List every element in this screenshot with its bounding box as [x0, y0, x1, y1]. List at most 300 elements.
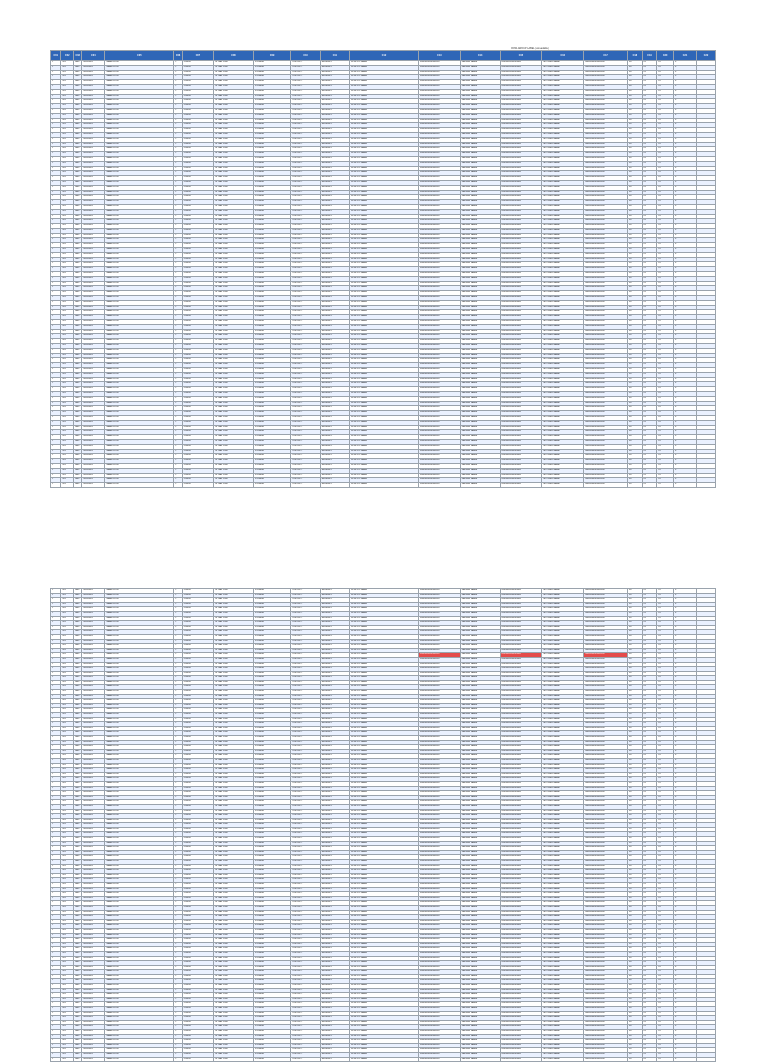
table-cell: NAME ROW [105, 459, 174, 464]
table-cell: MOTHER NAME [542, 200, 584, 205]
table-cell: 01 [657, 156, 674, 161]
table-cell: 001 [61, 219, 74, 224]
table-cell: L [174, 901, 182, 906]
table-cell: NAME ROW [105, 639, 174, 644]
table-cell: 01 [657, 214, 674, 219]
table-cell: FATHER NAME [460, 65, 500, 70]
table-cell: DISTRICT [291, 396, 320, 401]
table-cell: 0 [674, 717, 697, 722]
table-cell: SCHOOL NAME [349, 118, 418, 123]
table-cell: 01 [657, 329, 674, 334]
table-cell: MOTHER NAME [542, 137, 584, 142]
table-cell: 1 [51, 401, 61, 406]
table-cell: VILLAGE [253, 1007, 291, 1012]
table-cell: 0000000000000000 [418, 965, 460, 970]
table-cell: 0000000000000000 [418, 104, 460, 109]
table-cell: 01 [657, 224, 674, 229]
table-cell: 01 JAN 2000 [214, 171, 254, 176]
table-cell: 0000000000000000 [500, 749, 542, 754]
table-cell: REGENCY [320, 722, 349, 727]
table-cell: PAD [74, 171, 82, 176]
table-cell: 01 [642, 593, 657, 598]
table-cell: 0000000000000000 [584, 104, 628, 109]
table-cell: SCHOOL NAME [349, 430, 418, 435]
table-cell: 0000000000000000 [584, 353, 628, 358]
table-cell: 01 JAN 2000 [214, 1030, 254, 1035]
table-cell: 0000000000000000 [584, 878, 628, 883]
table-cell: PAD [74, 648, 82, 653]
table-cell: 00 [628, 377, 643, 382]
table-cell: 0000000000000000 [500, 176, 542, 181]
table-cell: 001 [61, 694, 74, 699]
table-cell: 0000000000000000 [418, 99, 460, 104]
table-cell: SCHOOL NAME [349, 772, 418, 777]
table-cell: 01 [657, 777, 674, 782]
table-cell: 0 [674, 754, 697, 759]
table-cell: 0000000000000000 [584, 671, 628, 676]
table-cell: REGENCY [320, 372, 349, 377]
table-cell: PLACE [182, 1039, 213, 1044]
table-cell: 01 JAN 2000 [214, 396, 254, 401]
table-cell: MOTHER NAME [542, 997, 584, 1002]
table-cell: REGENCY [320, 648, 349, 653]
table-cell: MOTHER NAME [542, 1030, 584, 1035]
table-cell: 01 JAN 2000 [214, 639, 254, 644]
table-cell: 1 [51, 329, 61, 334]
table-cell: 00 [628, 827, 643, 832]
table-cell: 01 [642, 694, 657, 699]
table-cell: 1 [51, 910, 61, 915]
table-cell: 1 [51, 411, 61, 416]
table-cell: FATHER NAME [460, 910, 500, 915]
table-cell: L [174, 749, 182, 754]
table-cell: 0000000000000000 [584, 75, 628, 80]
table-cell: FATHER NAME [460, 363, 500, 368]
table-cell: 01 [642, 823, 657, 828]
table-cell: SCHOOL NAME [349, 286, 418, 291]
table-cell: VILLAGE [253, 296, 291, 301]
table-cell: 0000000000000000 [500, 166, 542, 171]
table-cell: 0 [674, 804, 697, 809]
table-cell: 0000000000000000 [500, 104, 542, 109]
table-cell: MOTHER NAME [542, 690, 584, 695]
table-cell: DISTRICT [291, 147, 320, 152]
table-cell: 001 [61, 855, 74, 860]
table-cell: 01 [657, 791, 674, 796]
table-cell: SCHOOL NAME [349, 680, 418, 685]
table-cell: REGENCY [320, 142, 349, 147]
table-cell: 00000001 [82, 1007, 105, 1012]
table-cell: 0000000000000000 [500, 161, 542, 166]
table-cell: 0 [674, 676, 697, 681]
table-cell: 01 [657, 602, 674, 607]
table-cell: L [174, 363, 182, 368]
table-cell: 1 [51, 841, 61, 846]
table-cell: 001 [61, 860, 74, 865]
table-cell: FATHER NAME [460, 749, 500, 754]
table-cell: REGENCY [320, 699, 349, 704]
table-cell: 00 [628, 435, 643, 440]
table-cell: 00 [628, 634, 643, 639]
table-cell: REGENCY [320, 483, 349, 488]
table-cell: 0000000000000000 [500, 699, 542, 704]
table-cell: 0000000000000000 [500, 598, 542, 603]
table-cell: 0000000000000000 [500, 152, 542, 157]
table-cell: 01 [657, 832, 674, 837]
table-cell: FATHER NAME [460, 147, 500, 152]
table-cell: L [174, 286, 182, 291]
table-cell: 00000001 [82, 887, 105, 892]
table-cell: PLACE [182, 99, 213, 104]
table-cell: PAD [74, 276, 82, 281]
table-cell: 0 [674, 850, 697, 855]
table-cell: VILLAGE [253, 878, 291, 883]
table-cell: 1 [51, 905, 61, 910]
table-cell: DISTRICT [291, 634, 320, 639]
table-cell: FATHER NAME [460, 777, 500, 782]
table-cell: L [174, 61, 182, 66]
table-cell: SCHOOL NAME [349, 740, 418, 745]
table-cell: SCHOOL NAME [349, 648, 418, 653]
table-cell: PAD [74, 444, 82, 449]
table-cell: DISTRICT [291, 305, 320, 310]
table-cell: MOTHER NAME [542, 928, 584, 933]
table-cell: SCHOOL NAME [349, 142, 418, 147]
table-cell: L [174, 630, 182, 635]
table-cell: NAME ROW [105, 625, 174, 630]
table-cell: 0000000000000000 [584, 860, 628, 865]
table-cell: 1 [51, 699, 61, 704]
table-cell: 0 [674, 435, 697, 440]
table-cell: 0000000000000000 [418, 593, 460, 598]
table-cell: 0000000000000000 [418, 671, 460, 676]
table-cell: MOTHER NAME [542, 993, 584, 998]
table-cell: VILLAGE [253, 396, 291, 401]
table-cell: SCHOOL NAME [349, 411, 418, 416]
table-cell: 001 [61, 841, 74, 846]
table-cell: VILLAGE [253, 864, 291, 869]
table-cell: 1 [51, 956, 61, 961]
table-cell: 0000000000000000 [584, 837, 628, 842]
table-cell: 0 [674, 214, 697, 219]
table-cell: 0000000000000000 [500, 137, 542, 142]
table-cell: MOTHER NAME [542, 850, 584, 855]
table-cell: PLACE [182, 910, 213, 915]
table-cell: NAME ROW [105, 694, 174, 699]
table-cell: SCHOOL NAME [349, 722, 418, 727]
table-cell: MOTHER NAME [542, 653, 584, 658]
table-cell: 00 [628, 219, 643, 224]
table-cell: 00 [628, 988, 643, 993]
table-cell: 01 [657, 84, 674, 89]
table-cell: 00 [628, 905, 643, 910]
table-cell: 001 [61, 61, 74, 66]
table-cell: REGENCY [320, 252, 349, 257]
table-cell: FATHER NAME [460, 171, 500, 176]
table-cell: 0000000000000000 [418, 262, 460, 267]
table-cell: 0 [674, 589, 697, 594]
table-cell: 0000000000000000 [500, 1016, 542, 1021]
table-cell: FATHER NAME [460, 892, 500, 897]
table-cell: PLACE [182, 708, 213, 713]
table-cell: DISTRICT [291, 401, 320, 406]
table-cell: 0000000000000000 [584, 478, 628, 483]
table-cell: DISTRICT [291, 781, 320, 786]
table-cell: 00000001 [82, 224, 105, 229]
table-cell: 0000000000000000 [418, 823, 460, 828]
table-cell: DISTRICT [291, 219, 320, 224]
table-cell: REGENCY [320, 1002, 349, 1007]
table-cell: PAD [74, 339, 82, 344]
table-cell: PAD [74, 644, 82, 649]
table-cell: 01 JAN 2000 [214, 61, 254, 66]
table-cell: 00 [628, 662, 643, 667]
table-cell: 0000000000000000 [584, 108, 628, 113]
table-cell: 1 [51, 123, 61, 128]
table-cell: 00000001 [82, 717, 105, 722]
table-cell: 01 [642, 348, 657, 353]
table-cell: 01 [657, 1007, 674, 1012]
table-cell: PAD [74, 781, 82, 786]
table-cell: PAD [74, 809, 82, 814]
table-cell: FATHER NAME [460, 611, 500, 616]
table-cell: 01 [642, 722, 657, 727]
table-cell: PLACE [182, 901, 213, 906]
table-cell: SCHOOL NAME [349, 951, 418, 956]
table-cell: 01 JAN 2000 [214, 745, 254, 750]
table [50, 50, 716, 488]
table-cell: 0000000000000000 [500, 667, 542, 672]
table-cell: 0000000000000000 [418, 214, 460, 219]
table-cell: 001 [61, 680, 74, 685]
table-cell: SCHOOL NAME [349, 630, 418, 635]
table-cell: 0000000000000000 [418, 846, 460, 851]
table-cell: FATHER NAME [460, 463, 500, 468]
table-cell: 0000000000000000 [500, 970, 542, 975]
table-cell: 001 [61, 473, 74, 478]
table-cell: 1 [51, 589, 61, 594]
table-cell: MOTHER NAME [542, 454, 584, 459]
table-cell: L [174, 841, 182, 846]
table-cell: 0000000000000000 [500, 391, 542, 396]
table-cell: NAME ROW [105, 873, 174, 878]
table-cell: MOTHER NAME [542, 128, 584, 133]
table-cell: VILLAGE [253, 156, 291, 161]
table-cell: L [174, 690, 182, 695]
table-cell: PLACE [182, 611, 213, 616]
table-cell: 01 JAN 2000 [214, 832, 254, 837]
table-cell: 1 [51, 243, 61, 248]
table-cell: PAD [74, 483, 82, 488]
table-cell: 00 [628, 387, 643, 392]
table-cell: 01 JAN 2000 [214, 137, 254, 142]
table-cell: 00 [628, 648, 643, 653]
table-cell: PAD [74, 846, 82, 851]
table-cell: 01 [642, 94, 657, 99]
table-cell: 00 [628, 281, 643, 286]
table-cell: 001 [61, 463, 74, 468]
table-cell: 00000001 [82, 339, 105, 344]
table-cell: 00000001 [82, 171, 105, 176]
table-cell: 0000000000000000 [584, 281, 628, 286]
table-cell: PAD [74, 286, 82, 291]
table-cell: PAD [74, 924, 82, 929]
table-cell: 0000000000000000 [500, 1034, 542, 1039]
table-cell: 0000000000000000 [500, 777, 542, 782]
table-cell: FATHER NAME [460, 823, 500, 828]
table-cell: 001 [61, 745, 74, 750]
table-cell: SCHOOL NAME [349, 905, 418, 910]
table-cell: PAD [74, 616, 82, 621]
table-cell: MOTHER NAME [542, 190, 584, 195]
table-cell: 01 JAN 2000 [214, 690, 254, 695]
table-cell: 01 [642, 238, 657, 243]
table-cell: 0000000000000000 [584, 329, 628, 334]
table-cell: FATHER NAME [460, 841, 500, 846]
table-cell: 01 [657, 951, 674, 956]
table-cell: FATHER NAME [460, 368, 500, 373]
table-cell: 00 [628, 777, 643, 782]
table-cell: 01 [642, 988, 657, 993]
table-cell: 001 [61, 616, 74, 621]
table-cell: REGENCY [320, 387, 349, 392]
table-cell: SCHOOL NAME [349, 344, 418, 349]
table-cell: FATHER NAME [460, 468, 500, 473]
table-cell: FATHER NAME [460, 1007, 500, 1012]
table-cell: 0 [674, 993, 697, 998]
table-cell: PAD [74, 740, 82, 745]
table-cell: 0000000000000000 [418, 80, 460, 85]
table-cell: MOTHER NAME [542, 252, 584, 257]
table-cell: SCHOOL NAME [349, 334, 418, 339]
table-cell: VILLAGE [253, 161, 291, 166]
table-cell: 00 [628, 439, 643, 444]
table-cell: 0000000000000000 [584, 648, 628, 653]
table-cell: DISTRICT [291, 965, 320, 970]
table-cell: NAME ROW [105, 296, 174, 301]
table-cell: NAME ROW [105, 329, 174, 334]
table-cell: 0 [674, 1039, 697, 1044]
table-cell: L [174, 238, 182, 243]
table-cell: REGENCY [320, 104, 349, 109]
table-cell: 01 [642, 339, 657, 344]
table-cell: VILLAGE [253, 786, 291, 791]
table-cell: 0 [674, 286, 697, 291]
table-cell: 1 [51, 368, 61, 373]
table-cell: L [174, 123, 182, 128]
table-cell: NAME ROW [105, 396, 174, 401]
table-cell: REGENCY [320, 272, 349, 277]
table-cell: 0000000000000000 [584, 152, 628, 157]
table-cell: 0000000000000000 [418, 974, 460, 979]
table-cell: PAD [74, 228, 82, 233]
table-cell: DISTRICT [291, 648, 320, 653]
table-cell: 0000000000000000 [418, 180, 460, 185]
table-cell: 0000000000000000 [418, 818, 460, 823]
table-cell: SCHOOL NAME [349, 1057, 418, 1062]
table-cell: 01 JAN 2000 [214, 814, 254, 819]
table-cell: 001 [61, 827, 74, 832]
table-cell: SCHOOL NAME [349, 329, 418, 334]
table-cell: 01 JAN 2000 [214, 411, 254, 416]
table-cell: FATHER NAME [460, 694, 500, 699]
table-cell: 0000000000000000 [500, 65, 542, 70]
table-cell: SCHOOL NAME [349, 988, 418, 993]
table-cell: 1 [51, 809, 61, 814]
table-cell: PAD [74, 726, 82, 731]
table-cell: 01 [642, 176, 657, 181]
table-cell: PAD [74, 320, 82, 325]
table-cell: 01 [642, 243, 657, 248]
table-cell: L [174, 324, 182, 329]
table-cell: PAD [74, 772, 82, 777]
table-cell: VILLAGE [253, 468, 291, 473]
table-cell: 01 JAN 2000 [214, 657, 254, 662]
table-cell: 001 [61, 118, 74, 123]
table-cell: REGENCY [320, 671, 349, 676]
table-cell: L [174, 800, 182, 805]
table-cell: 0 [674, 740, 697, 745]
table-cell: 1 [51, 653, 61, 658]
table-cell: 01 JAN 2000 [214, 272, 254, 277]
table-cell: 0000000000000000 [584, 625, 628, 630]
table-cell: 0 [674, 777, 697, 782]
table-cell: NAME ROW [105, 204, 174, 209]
table-cell: DISTRICT [291, 372, 320, 377]
table-cell: SCHOOL NAME [349, 791, 418, 796]
table-cell: 0000000000000000 [584, 396, 628, 401]
table-cell: FATHER NAME [460, 745, 500, 750]
table-cell: 1 [51, 478, 61, 483]
table-cell: 01 [642, 137, 657, 142]
table-cell: L [174, 837, 182, 842]
table-cell: L [174, 224, 182, 229]
table-cell: 0000000000000000 [584, 988, 628, 993]
table-cell: 01 [657, 855, 674, 860]
col-header: C21 [674, 51, 697, 61]
table-cell: VILLAGE [253, 933, 291, 938]
table-cell: VILLAGE [253, 708, 291, 713]
table-cell: NAME ROW [105, 228, 174, 233]
table-cell: FATHER NAME [460, 970, 500, 975]
table-cell: 01 [657, 99, 674, 104]
table-cell: VILLAGE [253, 763, 291, 768]
table-cell: REGENCY [320, 905, 349, 910]
table-cell: 001 [61, 363, 74, 368]
table-cell: 00000001 [82, 979, 105, 984]
table-cell: 0000000000000000 [418, 878, 460, 883]
table-cell: 001 [61, 919, 74, 924]
table-cell: 01 JAN 2000 [214, 267, 254, 272]
table-cell: 01 JAN 2000 [214, 1020, 254, 1025]
table-cell: 0000000000000000 [584, 694, 628, 699]
table-cell: 0000000000000000 [584, 809, 628, 814]
table-cell: FATHER NAME [460, 763, 500, 768]
table-cell: 00000001 [82, 602, 105, 607]
table-cell: 0000000000000000 [584, 439, 628, 444]
table-cell: 01 [657, 846, 674, 851]
table-cell: 01 [642, 214, 657, 219]
table-cell: L [174, 892, 182, 897]
table-cell: VILLAGE [253, 961, 291, 966]
table-cell: DISTRICT [291, 123, 320, 128]
table-cell: SCHOOL NAME [349, 1020, 418, 1025]
table-cell: 0 [674, 869, 697, 874]
table-cell: 01 [657, 726, 674, 731]
table-cell: 0000000000000000 [500, 860, 542, 865]
table-cell: PLACE [182, 286, 213, 291]
table-cell: 0000000000000000 [584, 99, 628, 104]
